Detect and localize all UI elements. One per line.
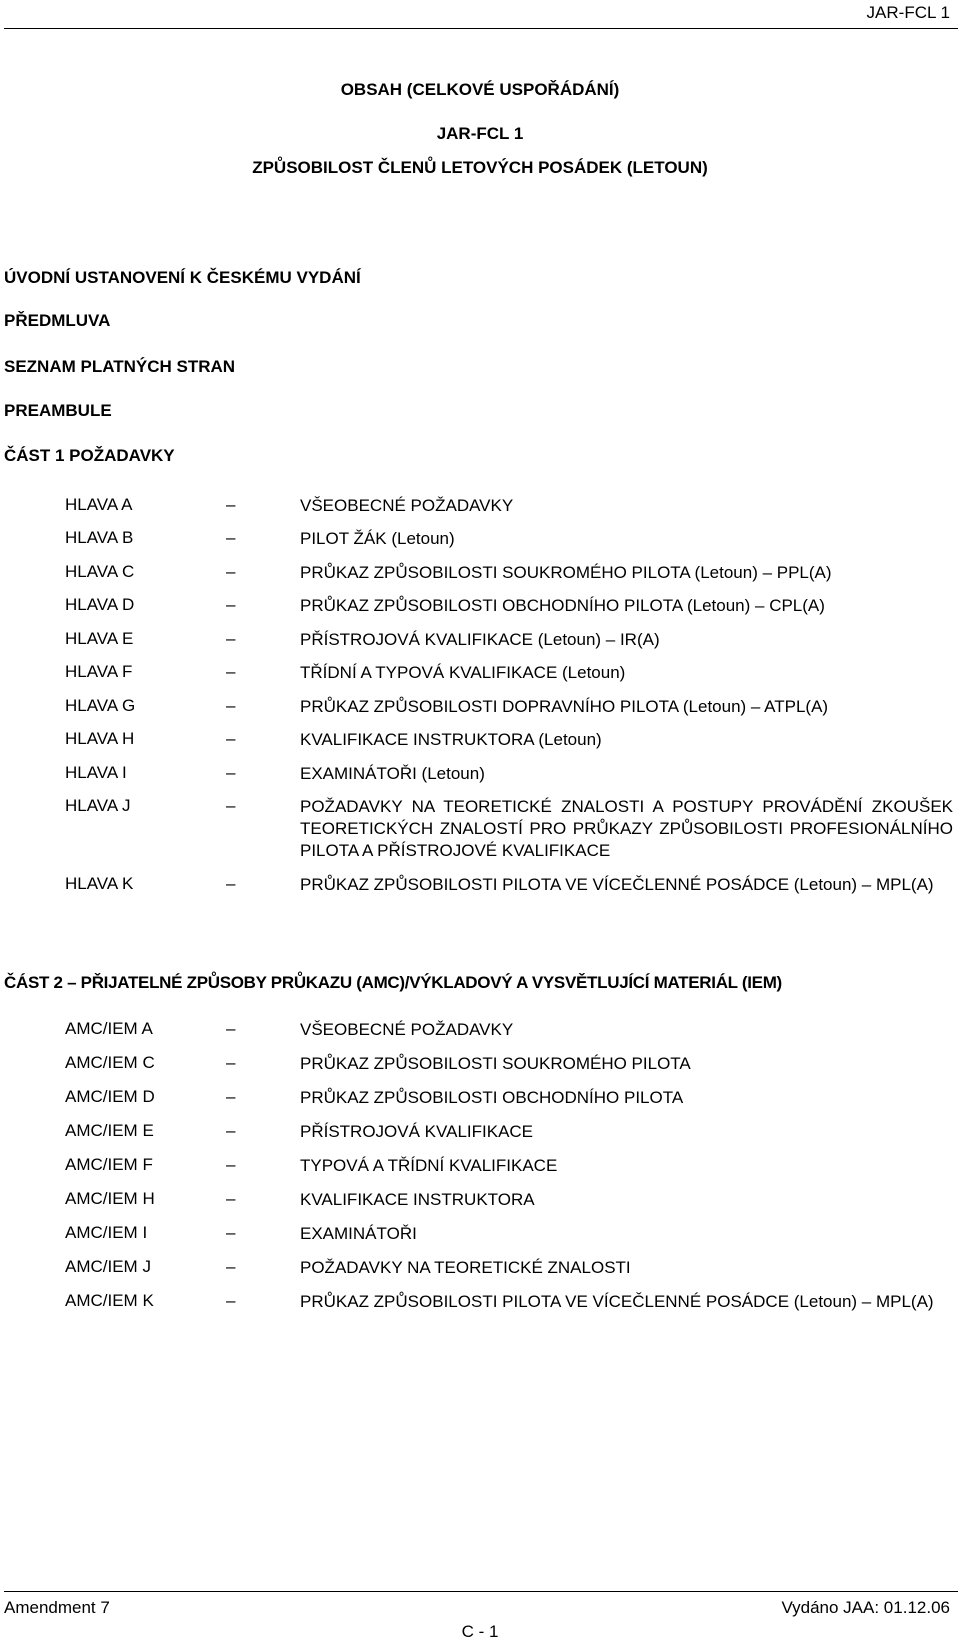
front-matter-item: PŘEDMLUVA bbox=[4, 311, 111, 330]
toc-row bbox=[0, 495, 960, 528]
toc-title: PŘÍSTROJOVÁ KVALIFIKACE bbox=[300, 1122, 534, 1141]
running-header: JAR-FCL 1 bbox=[866, 3, 950, 22]
toc-dash: – bbox=[226, 1121, 236, 1140]
toc-title: EXAMINÁTOŘI (Letoun) bbox=[300, 764, 485, 783]
part1-heading: ČÁST 1 POŽADAVKY bbox=[4, 446, 175, 465]
toc-title: PRŮKAZ ZPŮSOBILOSTI SOUKROMÉHO PILOTA bbox=[300, 1054, 691, 1073]
toc-code: AMC/IEM I bbox=[65, 1223, 148, 1242]
toc-row bbox=[0, 662, 960, 696]
toc-title: KVALIFIKACE INSTRUKTORA (Letoun) bbox=[300, 730, 602, 749]
toc-row bbox=[0, 528, 960, 562]
toc-code: HLAVA E bbox=[65, 629, 134, 648]
toc-title: KVALIFIKACE INSTRUKTORA bbox=[300, 1190, 535, 1209]
part2-toc bbox=[0, 1019, 960, 1337]
toc-title: PRŮKAZ ZPŮSOBILOSTI SOUKROMÉHO PILOTA (Letoun) – PPL(A) bbox=[300, 563, 832, 582]
toc-code: HLAVA F bbox=[65, 662, 133, 681]
toc-code: AMC/IEM C bbox=[65, 1053, 155, 1072]
front-matter-item: PREAMBULE bbox=[4, 401, 112, 420]
toc-dash: – bbox=[226, 662, 236, 681]
toc-title: PRŮKAZ ZPŮSOBILOSTI OBCHODNÍHO PILOTA (Letoun) – CPL(A) bbox=[300, 596, 825, 615]
toc-dash: – bbox=[226, 1155, 236, 1174]
toc-title: POŽADAVKY NA TEORETICKÉ ZNALOSTI A POSTUPY PROVÁDĚNÍ ZKOUŠEK TEORETICKÝCH ZNALOSTÍ PRO PRŮKAZY ZPŮSOBILOSTI PROFESIONÁLNÍHO PILOTA A PŘÍSTROJOVÉ KVALIFIKACE bbox=[300, 797, 953, 860]
toc-title: TŘÍDNÍ A TYPOVÁ KVALIFIKACE (Letoun) bbox=[300, 663, 626, 682]
toc-title: TYPOVÁ A TŘÍDNÍ KVALIFIKACE bbox=[300, 1156, 558, 1175]
issue-date: Vydáno JAA: 01.12.06 bbox=[781, 1598, 950, 1617]
toc-dash: – bbox=[226, 495, 236, 514]
toc-dash: – bbox=[226, 595, 236, 614]
toc-code: AMC/IEM H bbox=[65, 1189, 155, 1208]
toc-row bbox=[0, 1257, 960, 1291]
toc-title: VŠEOBECNÉ POŽADAVKY bbox=[300, 496, 514, 515]
toc-row bbox=[0, 729, 960, 763]
toc-code: AMC/IEM A bbox=[65, 1019, 153, 1038]
toc-code: AMC/IEM J bbox=[65, 1257, 151, 1276]
toc-row bbox=[0, 562, 960, 595]
footer-rule bbox=[4, 1591, 958, 1592]
toc-title: PRŮKAZ ZPŮSOBILOSTI OBCHODNÍHO PILOTA bbox=[300, 1088, 684, 1107]
toc-row bbox=[0, 763, 960, 796]
toc-code: HLAVA I bbox=[65, 763, 127, 782]
toc-dash: – bbox=[226, 629, 236, 648]
toc-row bbox=[0, 1189, 960, 1223]
toc-code: HLAVA J bbox=[65, 796, 131, 815]
toc-dash: – bbox=[226, 696, 236, 715]
toc-code: HLAVA K bbox=[65, 874, 134, 893]
toc-dash: – bbox=[226, 562, 236, 581]
toc-code: HLAVA H bbox=[65, 729, 135, 748]
toc-dash: – bbox=[226, 1087, 236, 1106]
page-number: C - 1 bbox=[461, 1622, 499, 1641]
toc-code: HLAVA B bbox=[65, 528, 134, 547]
toc-title: PŘÍSTROJOVÁ KVALIFIKACE (Letoun) – IR(A) bbox=[300, 630, 660, 649]
part1-toc bbox=[0, 495, 960, 920]
toc-row bbox=[0, 696, 960, 729]
toc-code: AMC/IEM K bbox=[65, 1291, 154, 1310]
toc-title: VŠEOBECNÉ POŽADAVKY bbox=[300, 1020, 514, 1039]
toc-dash: – bbox=[226, 1019, 236, 1038]
regulation-title: JAR-FCL 1 bbox=[436, 124, 524, 143]
toc-code: AMC/IEM D bbox=[65, 1087, 155, 1106]
toc-row bbox=[0, 1019, 960, 1053]
front-matter-item: ÚVODNÍ USTANOVENÍ K ČESKÉMU VYDÁNÍ bbox=[4, 268, 361, 287]
toc-row bbox=[0, 595, 960, 629]
toc-code: HLAVA A bbox=[65, 495, 133, 514]
contents-title: OBSAH (CELKOVÉ USPOŘÁDÁNÍ) bbox=[340, 80, 620, 99]
toc-row bbox=[0, 796, 960, 874]
toc-title: PRŮKAZ ZPŮSOBILOSTI PILOTA VE VÍCEČLENNÉ POSÁDCE (Letoun) – MPL(A) bbox=[300, 875, 934, 894]
front-matter-item: SEZNAM PLATNÝCH STRAN bbox=[4, 357, 236, 376]
toc-row bbox=[0, 1053, 960, 1087]
toc-row bbox=[0, 629, 960, 662]
regulation-subtitle: ZPŮSOBILOST ČLENŮ LETOVÝCH POSÁDEK (LETOUN) bbox=[252, 158, 708, 177]
toc-dash: – bbox=[226, 1291, 236, 1310]
toc-dash: – bbox=[226, 1223, 236, 1242]
amendment-label: Amendment 7 bbox=[4, 1598, 110, 1617]
toc-dash: – bbox=[226, 796, 236, 815]
toc-code: AMC/IEM E bbox=[65, 1121, 154, 1140]
toc-title: PILOT ŽÁK (Letoun) bbox=[300, 529, 455, 548]
part2-heading: ČÁST 2 – PŘIJATELNÉ ZPŮSOBY PRŮKAZU (AMC)/VÝKLADOVÝ A VYSVĚTLUJÍCÍ MATERIÁL (IEM) bbox=[4, 973, 782, 992]
toc-dash: – bbox=[226, 729, 236, 748]
toc-row bbox=[0, 1155, 960, 1189]
toc-dash: – bbox=[226, 528, 236, 547]
toc-dash: – bbox=[226, 1257, 236, 1276]
toc-row bbox=[0, 1121, 960, 1155]
toc-title: PRŮKAZ ZPŮSOBILOSTI PILOTA VE VÍCEČLENNÉ POSÁDCE (Letoun) – MPL(A) bbox=[300, 1292, 934, 1311]
toc-dash: – bbox=[226, 1189, 236, 1208]
toc-title: PRŮKAZ ZPŮSOBILOSTI DOPRAVNÍHO PILOTA (Letoun) – ATPL(A) bbox=[300, 697, 829, 716]
toc-dash: – bbox=[226, 1053, 236, 1072]
toc-code: HLAVA D bbox=[65, 595, 135, 614]
toc-title: EXAMINÁTOŘI bbox=[300, 1224, 417, 1243]
toc-code: HLAVA G bbox=[65, 696, 136, 715]
toc-title: POŽADAVKY NA TEORETICKÉ ZNALOSTI bbox=[300, 1258, 631, 1277]
toc-row bbox=[0, 1087, 960, 1121]
toc-code: HLAVA C bbox=[65, 562, 135, 581]
toc-row bbox=[0, 874, 960, 920]
header-rule bbox=[4, 28, 958, 29]
toc-code: AMC/IEM F bbox=[65, 1155, 153, 1174]
toc-row bbox=[0, 1291, 960, 1337]
toc-row bbox=[0, 1223, 960, 1257]
toc-dash: – bbox=[226, 763, 236, 782]
toc-dash: – bbox=[226, 874, 236, 893]
